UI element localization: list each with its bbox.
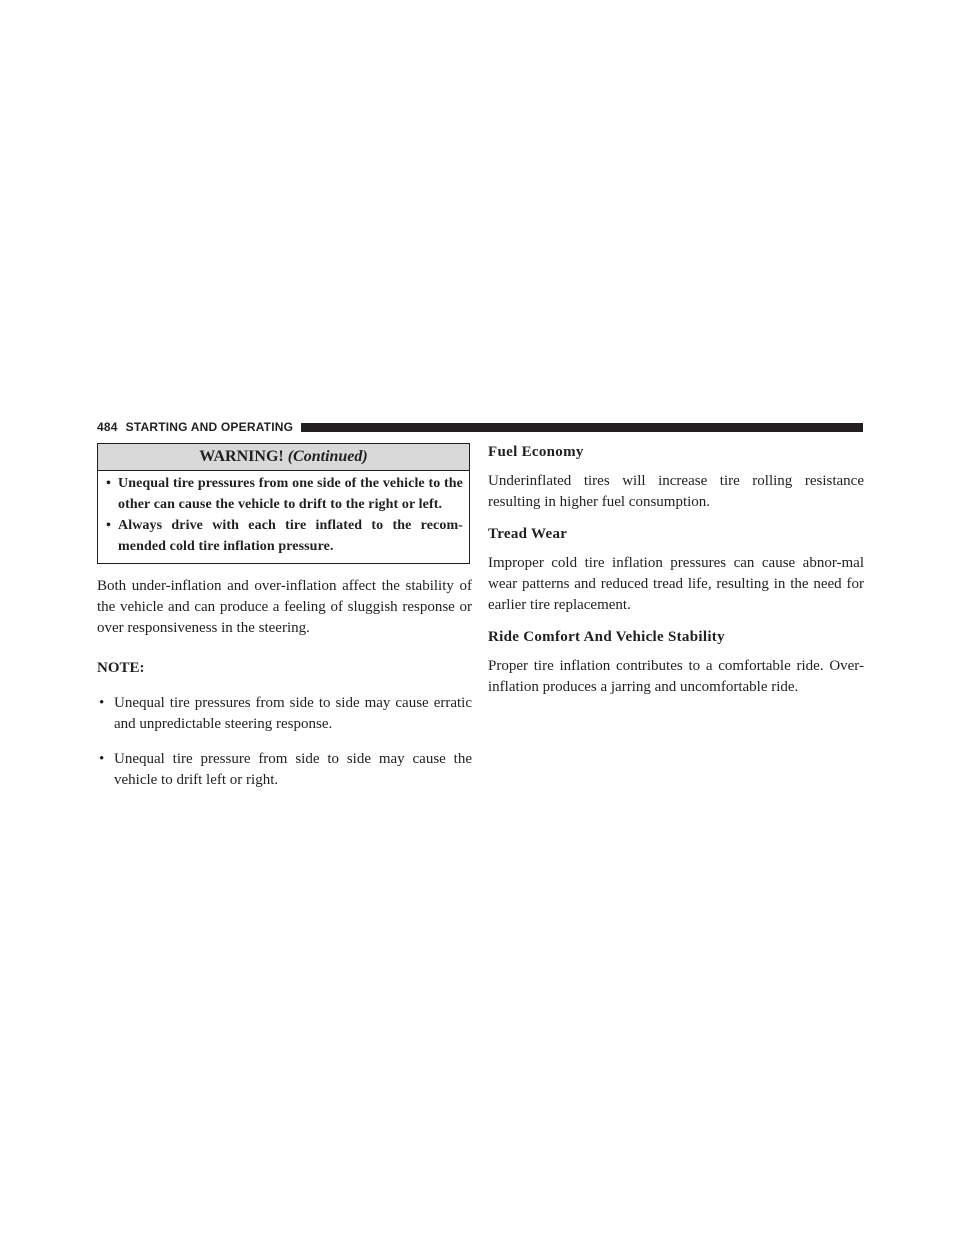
warning-header	[98, 444, 469, 471]
fuel-economy-text: Underinflated tires will increase tire rolling resistance resulting in higher fuel consumption.	[488, 473, 864, 510]
note-item-text: Unequal tire pressures from side to side may cause erratic and unpredictable steering response.	[114, 695, 472, 732]
bullet-icon: •	[99, 695, 105, 711]
section-title: STARTING AND OPERATING	[125, 420, 294, 434]
heading-tread-wear: Tread Wear	[488, 526, 568, 542]
tread-wear-text: Improper cold tire inflation pressures can cause abnor-mal wear patterns and reduced tread life, resulting in the need for earlier tire replacement.	[488, 555, 864, 613]
note-item-text: Unequal tire pressure from side to side may cause the vehicle to drift left or right.	[114, 751, 472, 788]
note-label: NOTE:	[97, 660, 145, 676]
note-item	[97, 749, 472, 791]
bullet-icon: •	[106, 476, 112, 491]
warning-body	[98, 471, 469, 563]
header-rule	[301, 423, 863, 432]
heading-fuel-economy: Fuel Economy	[488, 444, 584, 460]
bullet-icon: •	[106, 518, 112, 533]
warning-box	[97, 443, 470, 564]
warning-title: WARNING!	[199, 448, 284, 465]
warning-item-text: Always drive with each tire inflated to the recom-mended cold tire inflation pressure.	[118, 518, 463, 554]
warning-item	[104, 515, 463, 557]
page-number: 484	[97, 420, 118, 434]
bullet-icon: •	[99, 751, 105, 767]
warning-item	[104, 473, 463, 515]
note-item	[97, 693, 472, 735]
right-column	[488, 442, 864, 698]
ride-comfort-text: Proper tire inflation contributes to a comfortable ride. Over-inflation produces a jarring and uncomfortable ride.	[488, 658, 864, 695]
heading-ride-comfort: Ride Comfort And Vehicle Stability	[488, 629, 725, 645]
warning-continued: (Continued)	[287, 448, 368, 465]
left-column	[97, 443, 472, 791]
page-header	[97, 419, 863, 435]
warning-item-text: Unequal tire pressures from one side of the vehicle to the other can cause the vehicle to drift to the right or left.	[118, 476, 463, 512]
stability-paragraph: Both under-inflation and over-inflation affect the stability of the vehicle and can produce a feeling of sluggish response or over responsiveness in the steering.	[97, 578, 472, 636]
